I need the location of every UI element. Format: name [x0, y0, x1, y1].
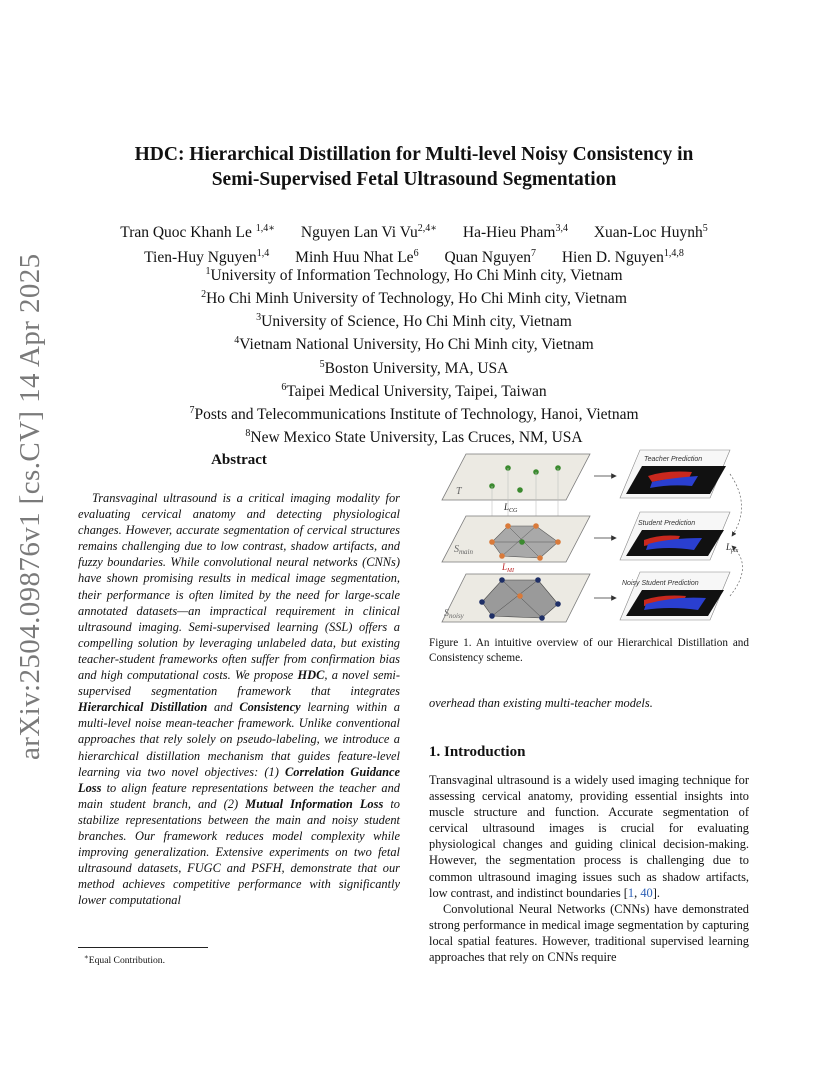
abstract-paragraph: Transvaginal ultrasound is a critical imaging modality for evaluating cervical anatomy and detecting physiological changes. However, accurate segmentation of cervical structures remains challenging due to low contrast, shadow artifacts, and fuzzy boundaries. While convolutional neural networks (CNNs) have shown promising results in medical image segmentation, their performance is often limited by the need for large-scale annotated datasets—an impractical requirement in clinical ultrasound imaging. Semi-supervised learning (SSL) offers a compelling solution by leveraging unlabeled data, but existing teacher-student frameworks often suffer from confirmation bias and high computational costs. We propose HDC, a novel semi-supervised segmentation framework that integrates Hierarchical Distillation and Consistency learning within a multi-level noise mean-teacher framework. Unlike conventional approaches that rely solely on pseudo-labeling, we introduce a hierarchical distillation mechanism that guides feature-level learning via two novel objectives: (1) Correlation Guidance Loss to align feature representations between the teacher and main student branch, and (2) Mutual Information Loss to stabilize representations between the main and noisy student branches. Our framework reduces model complexity while improving generalization. Extensive experiments on two fetal ultrasound datasets, FUGC and PSFH, demonstrate that our method achieves competitive performance with significantly lower computational [78, 491, 401, 908]
affiliation: $^5$Boston University, MA, USA [319, 358, 509, 377]
abstract-continuation: overhead than existing multi-teacher models. [429, 696, 653, 710]
teacher-node [517, 487, 523, 493]
figure-caption: Figure 1. An intuitive overview of our Hierarchical Distillation and Consistency scheme. [429, 637, 749, 664]
abstract-heading: Abstract [211, 452, 267, 468]
plane-noisy-label: $S_{noisy}$ [444, 608, 464, 620]
author: Minh Huu Nhat Le$^6$ [295, 248, 419, 267]
author: Quan Nguyen$^7$ [444, 248, 536, 267]
teacher-prediction-label: Teacher Prediction [644, 456, 703, 463]
plane-teacher [442, 454, 590, 500]
author: Ha-Hieu Pham$^{3,4}$ [462, 223, 568, 242]
abstract-body [78, 490, 400, 908]
author: Hien D. Nguyen$^{1,4,8}$ [561, 248, 684, 267]
plane-main-label: $S_{main}$ [454, 544, 473, 556]
loss-mi-label: $L_{MI}$ [502, 562, 515, 574]
footnote-rule [78, 947, 208, 948]
affiliation: $^8$New Mexico State University, Las Cruces, NM, USA [245, 428, 583, 447]
student-node [489, 539, 495, 545]
student-node [499, 553, 505, 559]
affiliation: $^3$University of Science, Ho Chi Minh city, Vietnam [256, 312, 572, 331]
paper-title [0, 142, 828, 192]
student-node [533, 523, 539, 529]
citation-link[interactable]: 1 [627, 885, 635, 900]
figure-hdc-overview [430, 446, 760, 632]
intro-paragraph: Transvaginal ultrasound is a widely used imaging technique for assessing cervical anatomy, providing essential insights into muscle structure and function. Accurate segmentation of cervical ultrasound images is crucial for evaluating physiological changes and guiding clinical decision-making. However, the segmentation process is challenging due to common ultrasound imaging issues such as shadow artifacts, low contrast, and indistinct boundaries [1, 40]. [429, 773, 749, 900]
intro-paragraph: Convolutional Neural Networks (CNNs) have demonstrated strong performance in medical image segmentation by capturing local spatial features. However, traditional supervised learning approaches that rely on CNNs require [429, 901, 749, 965]
noisy-node [489, 613, 495, 619]
student-node [537, 555, 543, 561]
noisy-node [517, 593, 523, 599]
author: Nguyen Lan Vi $Vu^{2,4∗}$ [300, 223, 438, 242]
section-heading-introduction: 1. Introduction [429, 744, 526, 760]
loss-pix-label: $L_{pix}$ [726, 542, 739, 554]
title-line-1: HDC: Hierarchical Distillation for Multi-level Noisy Consistency in [134, 144, 694, 165]
author: Xuan-Loc Huynh$^5$ [593, 223, 708, 242]
footnote: ∗Equal Contribution. [84, 953, 165, 967]
arxiv-identifier: arXiv:2504.09876v1 [cs.CV] 14 Apr 2025 [14, 253, 46, 760]
affiliation: $^7$Posts and Telecommunications Institute of Technology, Hanoi, Vietnam [189, 404, 639, 424]
noisy-node [499, 577, 505, 583]
affiliation: $^6$Taipei Medical University, Taipei, Taiwan [281, 381, 547, 400]
author: Tien-Huy Nguyen$^{1,4}$ [144, 248, 270, 267]
author-line-1 [0, 218, 828, 243]
affiliation: $^2$Ho Chi Minh University of Technology, Ho Chi Minh city, Vietnam [201, 289, 627, 308]
noisy-node [539, 615, 545, 621]
introduction-body [429, 772, 749, 965]
student-node [519, 539, 525, 545]
noisy-node [535, 577, 541, 583]
noisy-node [555, 601, 561, 607]
student-node [555, 539, 561, 545]
student-node [505, 523, 511, 529]
loss-cg-label: $L_{CG}$ [504, 502, 518, 514]
student-prediction-label: Student Prediction [638, 520, 696, 527]
affiliation-list [0, 262, 828, 447]
noisy-node [479, 599, 485, 605]
noisy-prediction-label: Noisy Student Prediction [622, 580, 699, 587]
affiliation: $^1$University of Information Technology, Ho Chi Minh city, Vietnam [205, 266, 623, 285]
citation-link[interactable]: 40 [640, 885, 653, 900]
author: Tran Quoc Khanh Le $^{1,4∗}$ [120, 223, 276, 242]
pixel-loss-arc [730, 474, 742, 536]
plane-t-label: T [456, 486, 462, 497]
affiliation: $^4$Vietnam National University, Ho Chi Minh city, Vietnam [234, 335, 594, 354]
author-list [0, 218, 828, 268]
title-line-2: Semi-Supervised Fetal Ultrasound Segmentation [211, 169, 617, 190]
